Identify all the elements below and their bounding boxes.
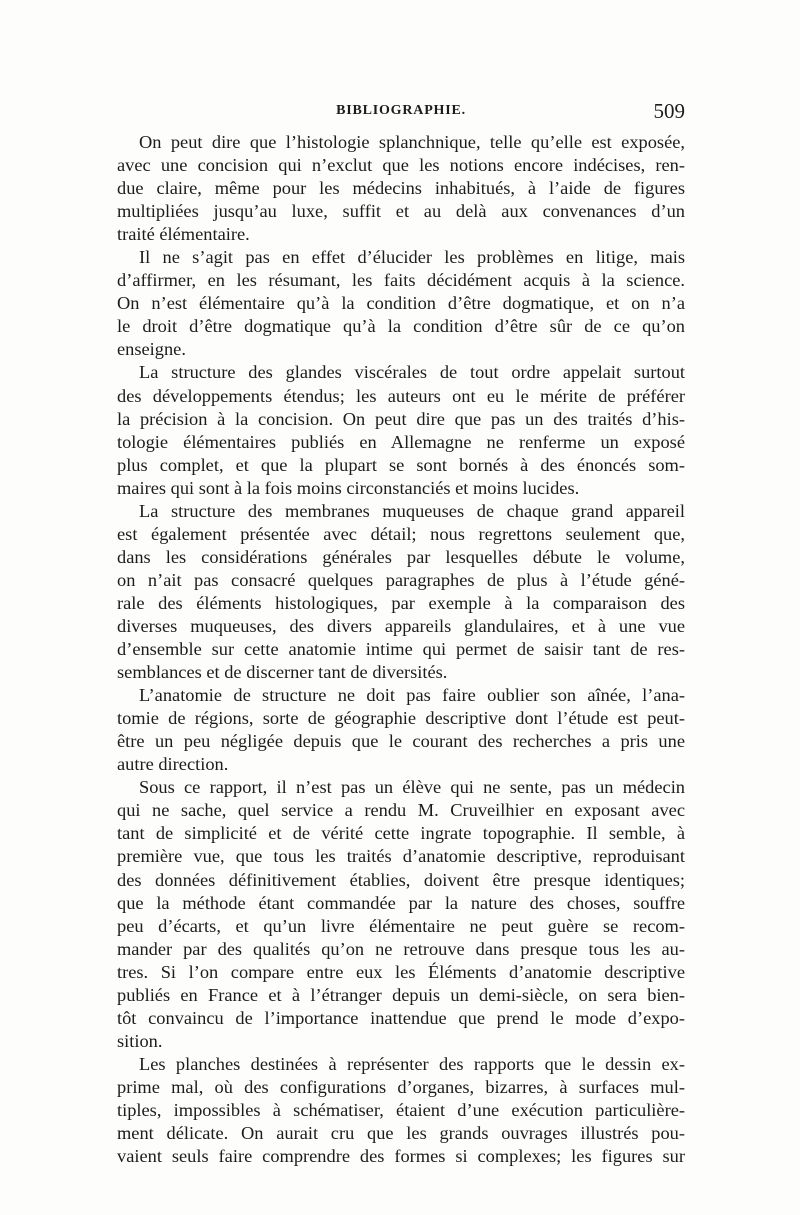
text-line: prime mal, où des configurations d’organes, bizarres, à surfaces mul-	[117, 1076, 685, 1097]
text-line: enseigne.	[117, 339, 186, 360]
text-line: des développements étendus; les auteurs ont eu le mérite de préférer	[117, 385, 685, 406]
paragraph-3	[117, 361, 685, 499]
text-line: Sous ce rapport, il n’est pas un élève qui ne sente, pas un médecin	[139, 777, 685, 798]
paragraph-2	[117, 246, 685, 361]
paragraph-7	[117, 1053, 685, 1168]
text-line: sition.	[117, 1030, 163, 1051]
text-line: vaient seuls faire comprendre des formes si complexes; les figures sur	[117, 1146, 685, 1167]
text-line: que la méthode étant commandée par la nature des choses, souffre	[117, 892, 685, 913]
text-line: diverses muqueuses, des divers appareils glandulaires, et à une vue	[117, 615, 685, 636]
text-line: des données définitivement établies, doivent être presque identiques;	[117, 869, 685, 890]
text-line: rale des éléments histologiques, par exemple à la comparaison des	[117, 592, 685, 613]
text-line: est également présentée avec détail; nous regrettons seulement que,	[117, 523, 685, 544]
text-line: avec une concision qui n’exclut que les notions encore indécises, ren-	[117, 155, 685, 176]
text-line: peu d’écarts, et qu’un livre élémentaire ne peut guère se recom-	[117, 915, 685, 936]
text-line: tôt convaincu de l’importance inattendue que prend le mode d’expo-	[117, 1007, 685, 1028]
text-line: multipliées jusqu’au luxe, suffit et au delà aux convenances d’un	[117, 201, 685, 222]
paragraph-5	[117, 684, 685, 776]
page-number: 509	[653, 99, 685, 123]
text-line: semblances et de discerner tant de diversités.	[117, 662, 448, 683]
text-line: L’anatomie de structure ne doit pas faire oublier son aînée, l’ana-	[139, 685, 685, 706]
text-line: plus complet, et que la plupart se sont bornés à des énoncés som-	[117, 454, 685, 475]
running-head	[117, 98, 685, 124]
text-line: due claire, même pour les médecins inhabitués, à l’aide de figures	[117, 178, 685, 199]
text-line: tiples, impossibles à schématiser, étaient d’une exécution particulière-	[117, 1099, 685, 1120]
text-line: On n’est élémentaire qu’à la condition d’être dogmatique, et on n’a	[117, 293, 685, 314]
text-line: tant de simplicité et de vérité cette ingrate topographie. Il semble, à	[117, 823, 685, 844]
text-line: Il ne s’agit pas en effet d’élucider les problèmes en litige, mais	[139, 247, 685, 268]
text-line: qui ne sache, quel service a rendu M. Cruveilhier en exposant avec	[117, 800, 685, 821]
text-line: dans les considérations générales par lesquelles débute le volume,	[117, 546, 685, 567]
body-text	[117, 131, 685, 1168]
text-line: tomie de régions, sorte de géographie descriptive dont l’étude est peut-	[117, 708, 685, 729]
text-line: être un peu négligée depuis que le courant des recherches a pris une	[117, 731, 685, 752]
paragraph-1	[117, 131, 685, 246]
text-line: première vue, que tous les traités d’anatomie descriptive, reproduisant	[117, 846, 685, 867]
text-line: autre direction.	[117, 754, 229, 775]
text-line: le droit d’être dogmatique qu’à la condition d’être sûr de ce qu’on	[117, 316, 685, 337]
text-line: La structure des membranes muqueuses de chaque grand appareil	[139, 500, 685, 521]
text-line: d’affirmer, en les résumant, les faits décidément acquis à la science.	[117, 270, 685, 291]
text-line: maires qui sont à la fois moins circonstanciés et moins lucides.	[117, 477, 580, 498]
text-line: On peut dire que l’histologie splanchnique, telle qu’elle est exposée,	[139, 132, 685, 152]
text-line: Les planches destinées à représenter des rapports que le dessin ex-	[139, 1053, 685, 1074]
paragraph-6	[117, 776, 685, 1053]
text-line: publiés en France et à l’étranger depuis un demi-siècle, on sera bien-	[117, 984, 685, 1005]
text-line: d’ensemble sur cette anatomie intime qui permet de saisir tant de res-	[117, 639, 685, 660]
text-line: tologie élémentaires publiés en Allemagne ne renferme un exposé	[117, 431, 685, 452]
text-line: traité élémentaire.	[117, 224, 250, 245]
text-line: tres. Si l’on compare entre eux les Éléments d’anatomie descriptive	[117, 961, 685, 982]
text-line: ment délicate. On aurait cru que les grands ouvrages illustrés pou-	[117, 1123, 685, 1144]
text-line: mander par des qualités qu’on ne retrouve dans presque tous les au-	[117, 938, 685, 959]
text-line: La structure des glandes viscérales de tout ordre appelait surtout	[139, 362, 685, 383]
running-title: BIBLIOGRAPHIE.	[336, 103, 466, 118]
text-line: on n’ait pas consacré quelques paragraphes de plus à l’étude géné-	[117, 569, 685, 590]
text-line: la précision à la concision. On peut dire que pas un des traités d’his-	[117, 408, 685, 429]
paragraph-4	[117, 500, 685, 684]
